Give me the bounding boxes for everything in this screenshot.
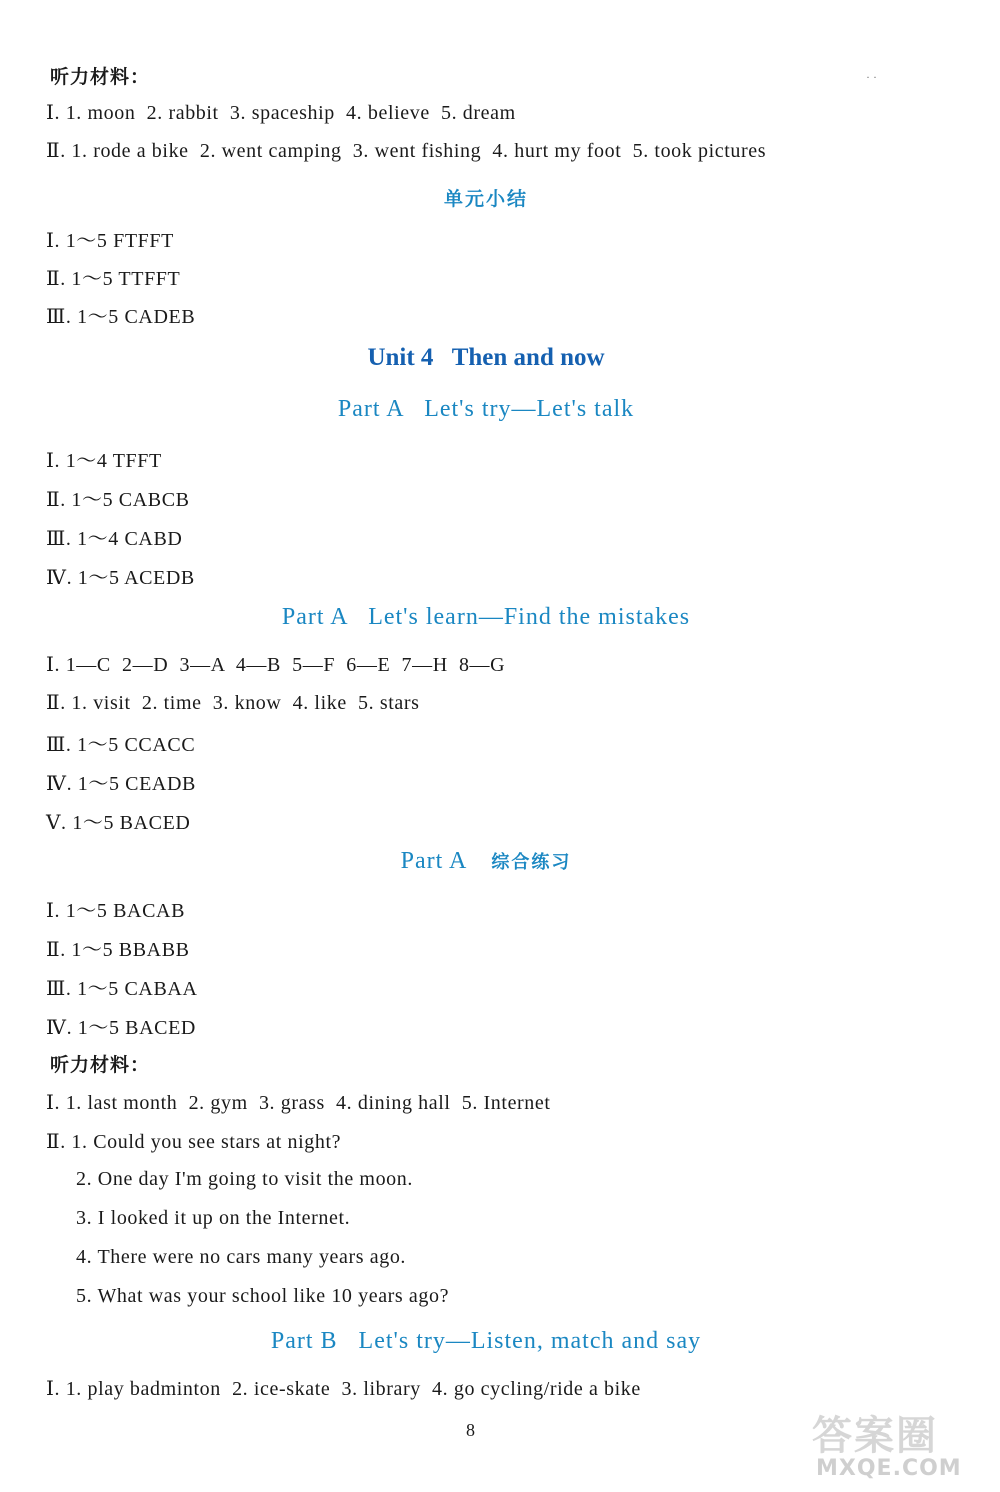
- answer-line: Ⅱ. 1. visit 2. time 3. know 4. like 5. stars: [46, 692, 420, 714]
- answer-line: Ⅳ. 1～5 CEADB: [46, 773, 196, 795]
- answer-line: Ⅴ. 1～5 BACED: [46, 812, 191, 834]
- answer-line: Ⅳ. 1～5 BACED: [46, 1017, 196, 1039]
- listening-line: Ⅰ. 1. last month 2. gym 3. grass 4. dining hall 5. Internet: [46, 1092, 551, 1114]
- watermark: [812, 1404, 992, 1488]
- section-heading-lets-talk: Part A Let's try—Let's talk: [337, 396, 635, 422]
- page-number: 8: [466, 1420, 475, 1440]
- watermark-url: MXQE.COM: [816, 1456, 962, 1481]
- section-heading-unit-summary: 单元小结: [443, 188, 528, 210]
- answer-line: Ⅰ. 1～4 TFFT: [46, 450, 162, 472]
- listening-sentence: 2. One day I'm going to visit the moon.: [76, 1168, 413, 1190]
- section-heading-review: [0, 848, 972, 875]
- watermark-text: 答案圈: [812, 1413, 938, 1459]
- listening-material-title: 听力材料：: [50, 66, 151, 88]
- listening-sentence: 4. There were no cars many years ago.: [76, 1246, 407, 1268]
- listening-line: Ⅰ. 1. moon 2. rabbit 3. spaceship 4. believe 5. dream: [46, 102, 516, 124]
- answer-line: Ⅰ. 1～5 BACAB: [46, 900, 186, 922]
- answer-line: Ⅰ. 1～5 FTFFT: [46, 230, 174, 252]
- answer-line: Ⅱ. 1～5 BBABB: [46, 939, 190, 961]
- listening-sentence: 3. I looked it up on the Internet.: [76, 1207, 351, 1229]
- answer-line: Ⅲ. 1～5 CABAA: [46, 978, 198, 1000]
- answer-line: Ⅱ. 1～5 TTFFT: [46, 268, 181, 290]
- unit-title: Unit 4 Then and now: [367, 344, 605, 371]
- answer-line: Ⅱ. 1～5 CABCB: [46, 489, 190, 511]
- listening-sentence: 5. What was your school like 10 years ago?: [76, 1285, 450, 1307]
- answer-line: Ⅳ. 1～5 ACEDB: [46, 567, 195, 589]
- listening-material-title: 听力材料：: [50, 1054, 151, 1076]
- listening-line: Ⅱ. 1. Could you see stars at night?: [46, 1131, 342, 1153]
- answer-line: Ⅰ. 1. play badminton 2. ice-skate 3. library 4. go cycling/ride a bike: [46, 1378, 641, 1400]
- answer-line: Ⅲ. 1～5 CCACC: [46, 734, 196, 756]
- scan-specks: · ·: [866, 70, 877, 84]
- section-heading-lets-learn: Part A Let's learn—Find the mistakes: [281, 604, 691, 630]
- listening-line: Ⅱ. 1. rode a bike 2. went camping 3. went fishing 4. hurt my foot 5. took pictures: [46, 140, 767, 162]
- answer-line: Ⅲ. 1～4 CABD: [46, 528, 183, 550]
- section-heading-review-cn: 综合练习: [491, 852, 572, 873]
- answer-line: Ⅲ. 1～5 CADEB: [46, 306, 196, 328]
- answer-line: Ⅰ. 1—C 2—D 3—A 4—B 5—F 6—E 7—H 8—G: [46, 654, 506, 676]
- section-heading-part-b: Part B Let's try—Listen, match and say: [270, 1328, 702, 1354]
- section-heading-review-part: Part A: [400, 848, 468, 874]
